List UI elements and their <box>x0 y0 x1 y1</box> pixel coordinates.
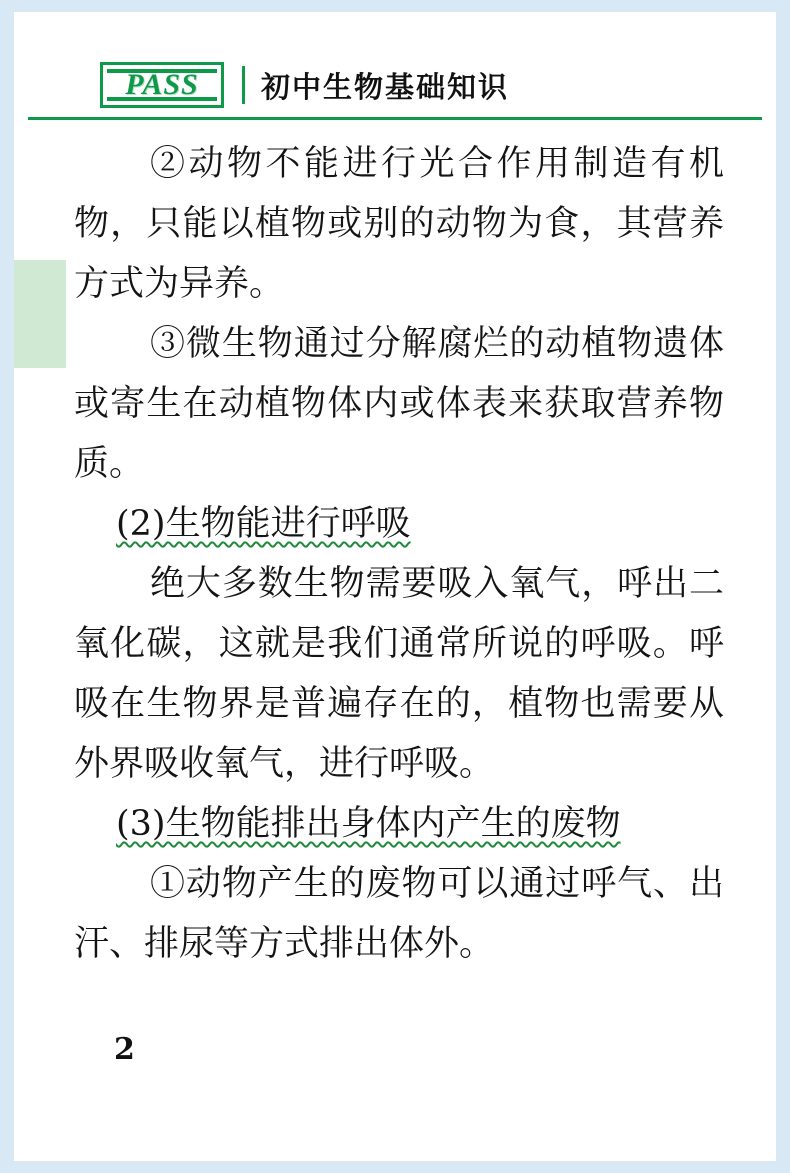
page-header <box>14 12 776 120</box>
side-section-tab <box>14 260 66 368</box>
document-page <box>14 12 776 1161</box>
heading-waste <box>74 794 724 854</box>
heading-respiration-text: (2)生物能进行呼吸 <box>116 504 411 544</box>
header-divider <box>242 66 245 104</box>
paragraph-waste: ①动物产生的废物可以通过呼气、出汗、排尿等方式排出体外。 <box>74 864 724 964</box>
paragraph-animal-nutrition: ②动物不能进行光合作用制造有机物，只能以植物或别的动物为食，其营养方式为异养。 <box>74 144 724 304</box>
heading-respiration <box>74 494 724 554</box>
pass-logo <box>100 62 224 108</box>
page-number: 2 <box>114 1032 135 1067</box>
paragraph-microbe-nutrition: ③微生物通过分解腐烂的动植物遗体或寄生在动植物体内或体表来获取营养物质。 <box>74 324 724 484</box>
heading-waste-text: (3)生物能排出身体内产生的废物 <box>116 804 621 844</box>
page-title: 初中生物基础知识 <box>261 69 510 104</box>
logo-text: PASS <box>125 68 199 101</box>
header-rule <box>28 117 762 120</box>
page-content <box>74 134 724 974</box>
paragraph-respiration: 绝大多数生物需要吸入氧气，呼出二氧化碳，这就是我们通常所说的呼吸。呼吸在生物界是普遍存在的，植物也需要从外界吸收氧气，进行呼吸。 <box>74 564 724 784</box>
header-brand-group <box>100 62 509 108</box>
